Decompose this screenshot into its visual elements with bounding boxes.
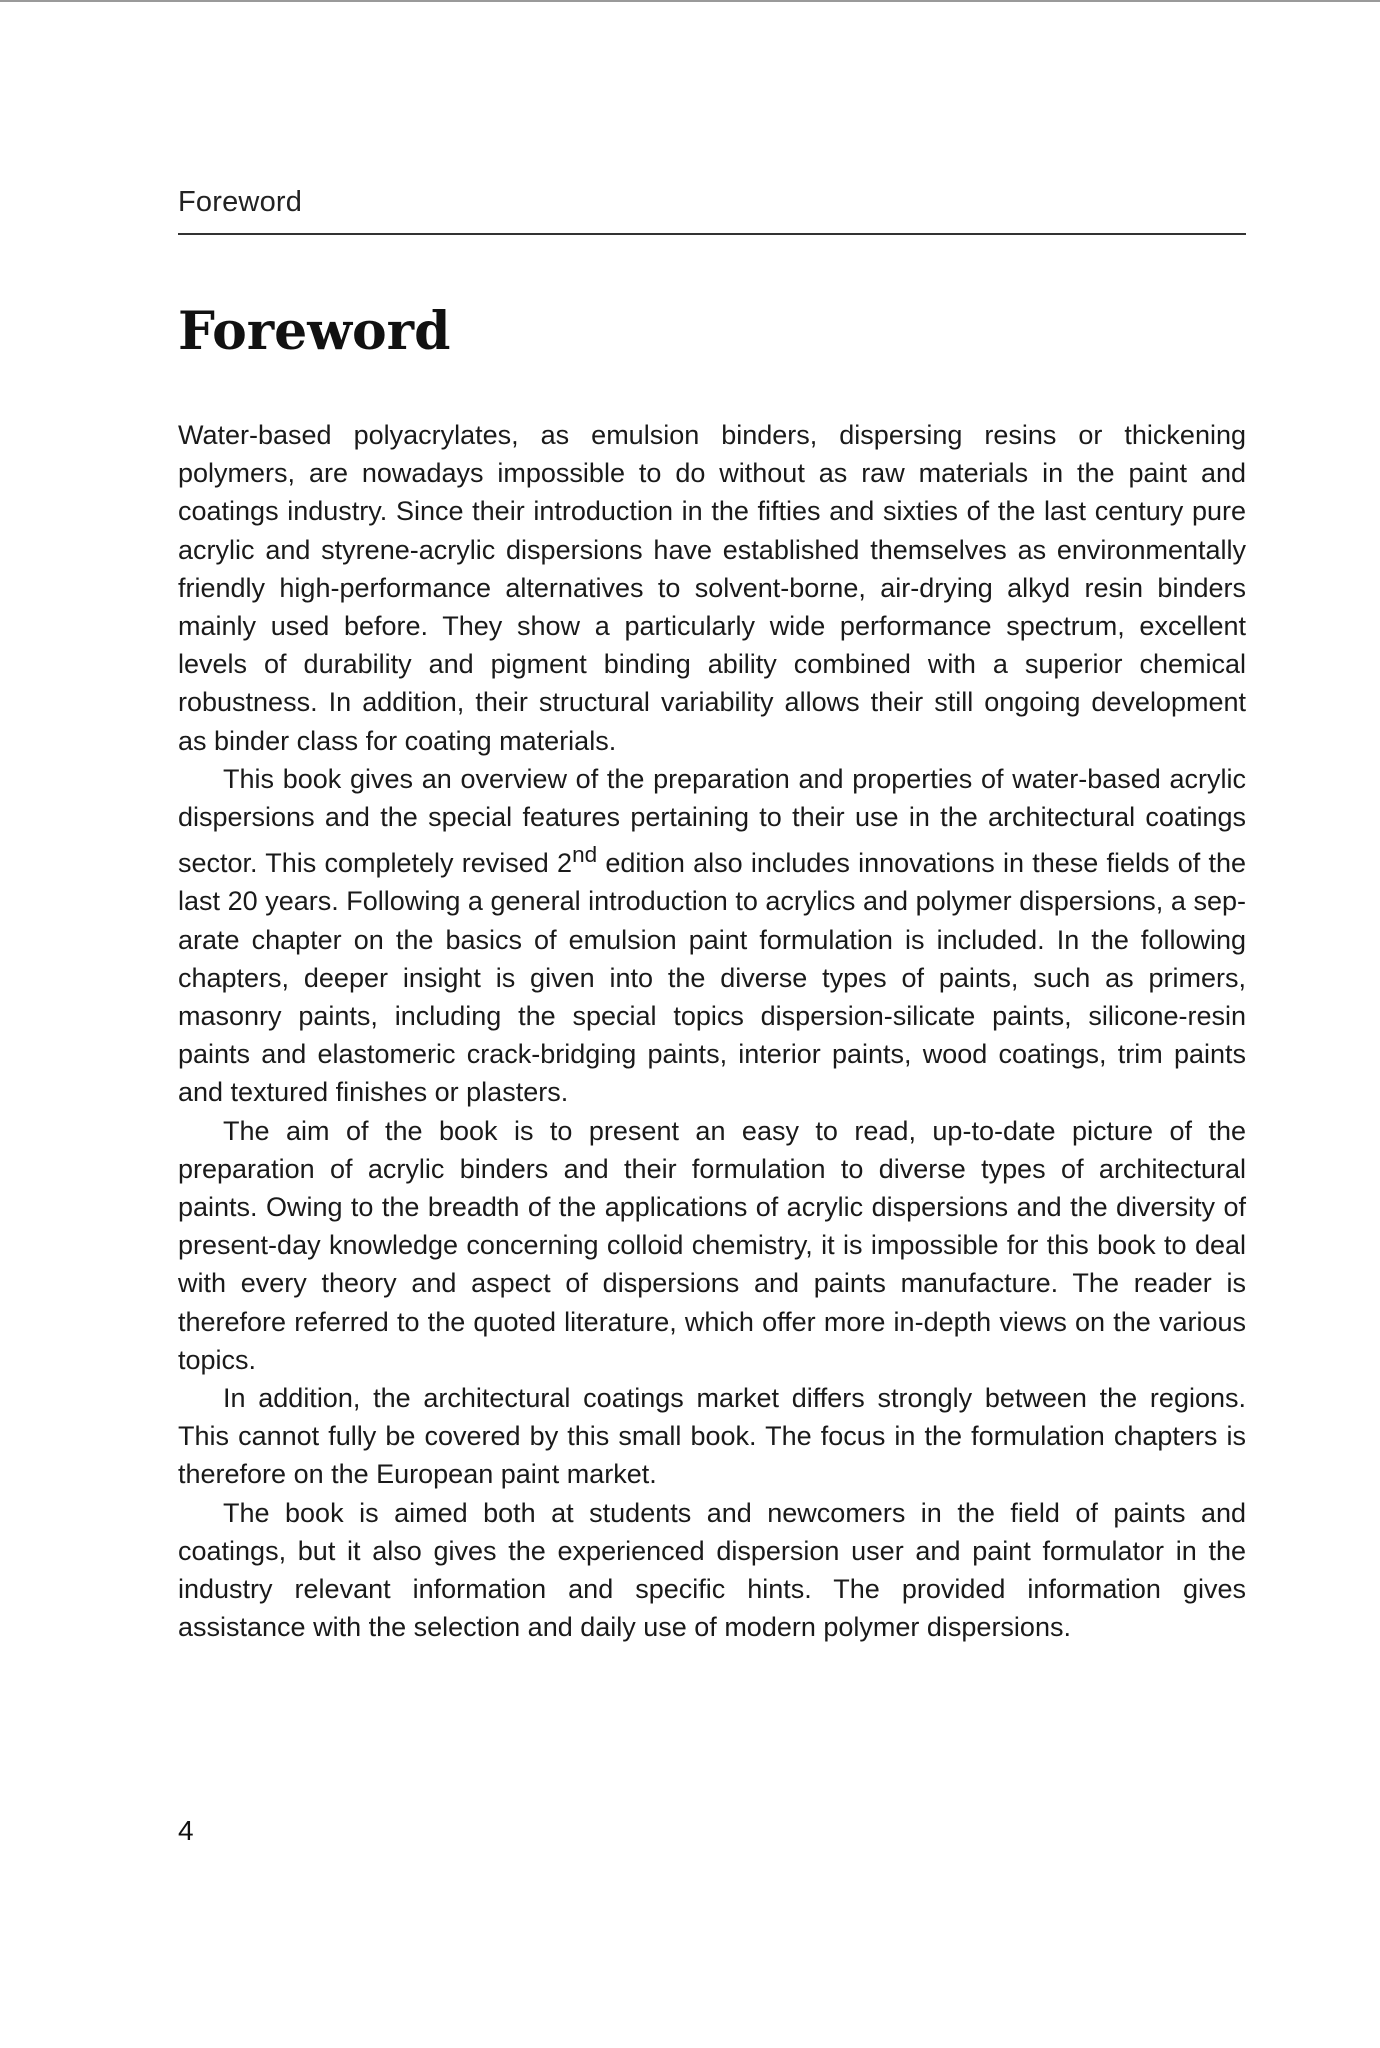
paragraph-3: The aim of the book is to present an easy to read, up-to-date picture of the preparation of acrylic binders and their formulation to diverse types of architectural paints. Owing to the breadth of the applications of acrylic dispersions and the diversity of present-day knowledge concerning colloid chemistry, it is impossible for this book to deal with every theory and aspect of dispersions and paints manufacture. The reader is therefore referred to the quoted literature, which offer more in-depth views on the various topics. [178, 1115, 1246, 1375]
paragraph-1: Water-based polyacrylates, as emulsion binders, dispersing resins or thickening polymers, are nowadays impossible to do without as raw materials in the paint and coatings industry. Since their introduction in the fifties and sixties of the last century pure acrylic and styrene-acrylic dispersions have established themselves as environmentally friendly high-performance alternatives to solvent-borne, air-drying alkyd resin binders mainly used before. They show a particularly wide performance spectrum, excellent levels of durability and pigment binding ability combined with a superior chemical robustness. In addition, their structural variability allows their still ongoing development as binder class for coating materials. [178, 420, 1246, 756]
paragraph-2-text-b: edition also includes innovations in these fields of the last 20 years. Following a general introduction to acrylics and polymer dispersions, a separate chapter on the basics of emulsion paint formulation is included. In the following chapters, deeper insight is given into the diverse types of paints, such as primers, masonry paints, including the special topics dispersion-silicate paints, silicone-resin paints and elastomeric crack-bridging paints, interior paints, wood coatings, trim paints and textured finishes or plasters. [178, 848, 1246, 1108]
running-header: Foreword [178, 186, 303, 218]
paragraph-5: The book is aimed both at students and newcomers in the field of paints and coatings, but it also gives the experienced dispersion user and paint formulator in the industry relevant information and specific hints. The provided information gives assistance with the selection and daily use of modern polymer dispersions. [178, 1497, 1246, 1643]
ordinal-superscript: nd [572, 842, 598, 868]
header-rule [178, 233, 1246, 235]
paragraph-2-text-a: This book gives an overview of the preparation and properties of water-based acrylic dispersions and the special features pertaining to their use in the architectural coatings sector. This completely revised 2 [178, 763, 1246, 879]
paragraph-2 [178, 760, 1246, 1112]
chapter-title: Foreword [178, 301, 451, 362]
body-text [178, 416, 1246, 1647]
paragraph-4: In addition, the architectural coatings market differs strongly between the regions. This cannot fully be covered by this small book. The focus in the formulation chapters is therefore on the European paint market. [178, 1383, 1246, 1490]
page-number: 4 [178, 1815, 194, 1846]
page-top-border [0, 0, 1380, 2]
